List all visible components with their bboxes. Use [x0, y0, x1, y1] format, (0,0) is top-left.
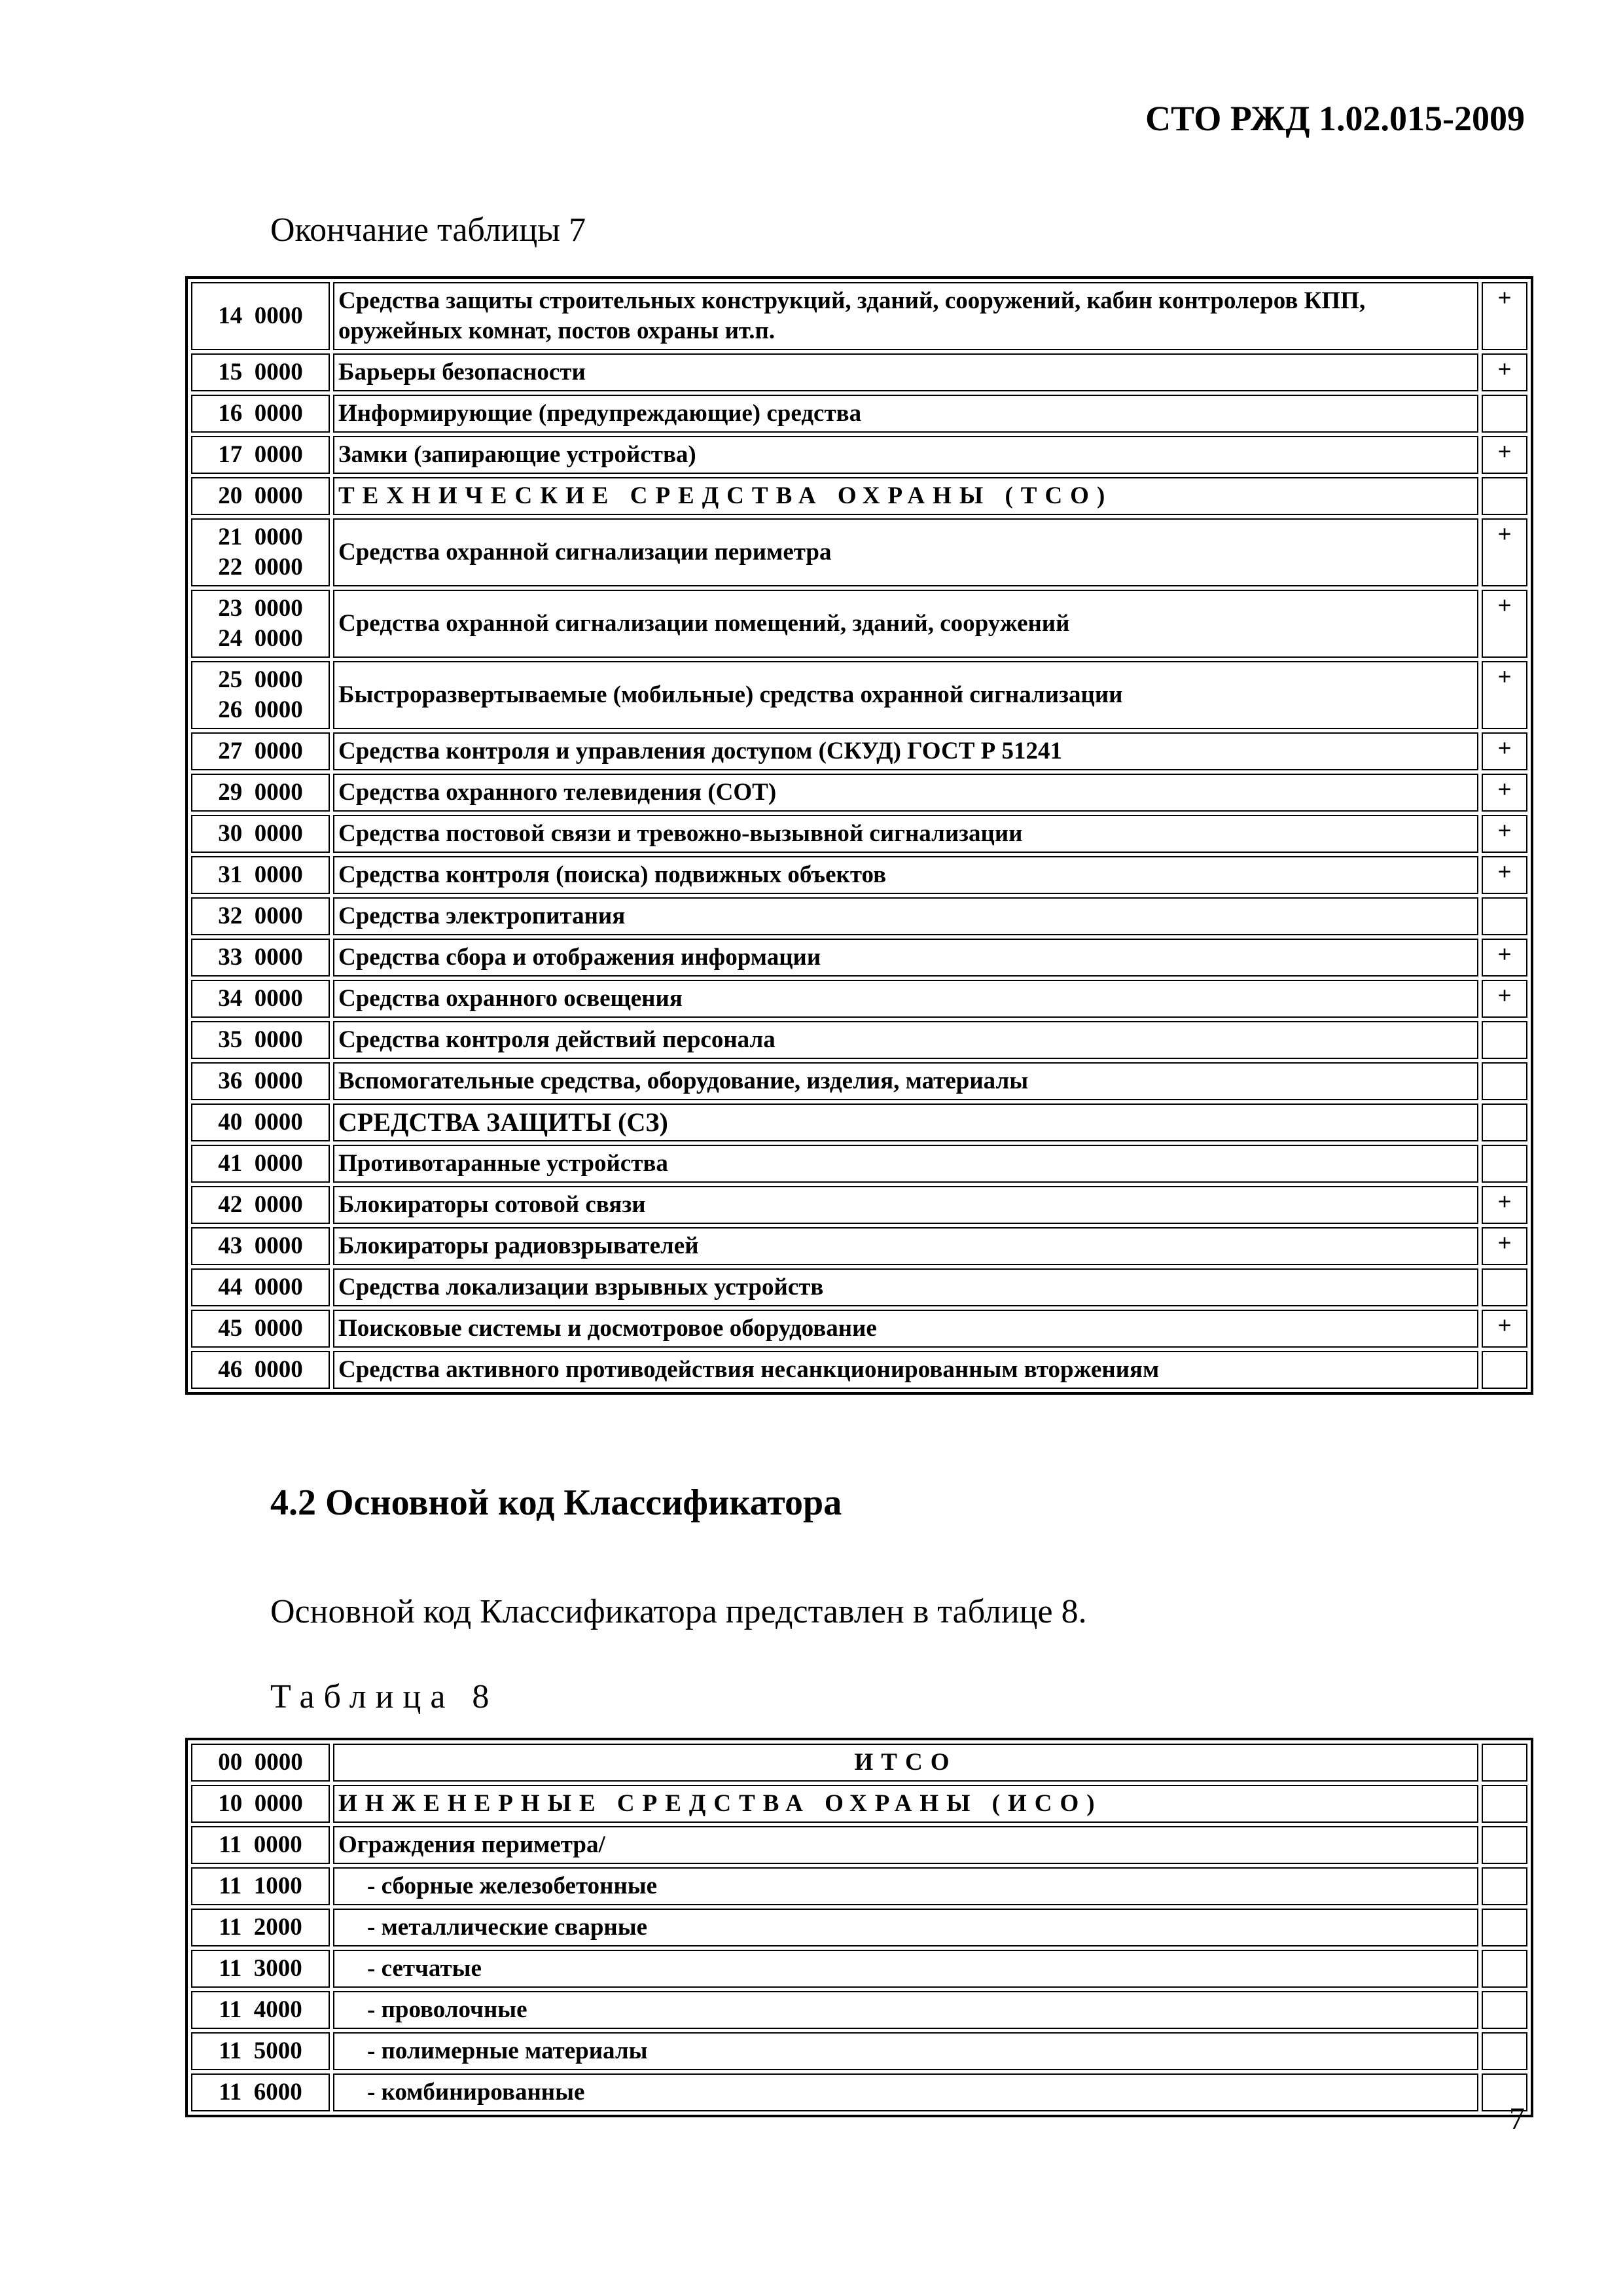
row-code: 11 5000 [191, 2032, 330, 2070]
table-row [191, 1186, 1527, 1224]
row-code: 29 0000 [191, 774, 330, 812]
row-name: - сетчатые [333, 1950, 1478, 1988]
row-mark [1482, 2032, 1527, 2070]
row-mark [1482, 1867, 1527, 1905]
row-mark: + [1482, 939, 1527, 977]
row-mark: + [1482, 1186, 1527, 1224]
table-row [191, 1062, 1527, 1100]
row-name: Барьеры безопасности [333, 353, 1478, 391]
row-name: Поисковые системы и досмотровое оборудование [333, 1310, 1478, 1348]
row-code: 17 0000 [191, 436, 330, 474]
row-mark [1482, 1785, 1527, 1823]
row-code: 34 0000 [191, 980, 330, 1018]
row-code: 14 0000 [191, 282, 330, 350]
row-code: 44 0000 [191, 1268, 330, 1306]
row-name: - проволочные [333, 1991, 1478, 2029]
document-code: СТО РЖД 1.02.015-2009 [1145, 99, 1525, 138]
table-row [191, 590, 1527, 658]
section-heading: 4.2 Основной код Классификатора [270, 1482, 842, 1523]
row-mark: + [1482, 732, 1527, 770]
row-code: 40 0000 [191, 1103, 330, 1141]
row-code: 42 0000 [191, 1186, 330, 1224]
row-mark [1482, 1062, 1527, 1100]
row-name: - комбинированные [333, 2073, 1478, 2111]
row-name: Средства локализации взрывных устройств [333, 1268, 1478, 1306]
row-name: Средства контроля и управления доступом (СКУД) ГОСТ Р 51241 [333, 732, 1478, 770]
row-code: 11 2000 [191, 1909, 330, 1946]
table-row [191, 774, 1527, 812]
row-mark: + [1482, 661, 1527, 729]
row-code: 16 0000 [191, 395, 330, 433]
row-code: 31 0000 [191, 856, 330, 894]
row-code: 27 0000 [191, 732, 330, 770]
table-row [191, 732, 1527, 770]
row-name: - полимерные материалы [333, 2032, 1478, 2070]
page-number: 7 [1509, 2102, 1525, 2136]
row-mark [1482, 1950, 1527, 1988]
row-code: 46 0000 [191, 1351, 330, 1389]
row-name: СРЕДСТВА ЗАЩИТЫ (СЗ) [333, 1103, 1478, 1141]
table-row [191, 1021, 1527, 1059]
row-mark [1482, 1145, 1527, 1183]
row-code: 21 0000 22 0000 [191, 518, 330, 586]
row-name: ТЕХНИЧЕСКИЕ СРЕДСТВА ОХРАНЫ (ТСО) [333, 477, 1478, 515]
row-code: 11 6000 [191, 2073, 330, 2111]
table-row [191, 518, 1527, 586]
row-name: Информирующие (предупреждающие) средства [333, 395, 1478, 433]
table-row [191, 1351, 1527, 1389]
row-name: Замки (запирающие устройства) [333, 436, 1478, 474]
row-name: Средства электропитания [333, 897, 1478, 935]
row-name: Вспомогательные средства, оборудование, изделия, материалы [333, 1062, 1478, 1100]
table-row [191, 1867, 1527, 1905]
row-mark [1482, 1744, 1527, 1782]
row-mark: + [1482, 774, 1527, 812]
row-name: Средства охранного телевидения (СОТ) [333, 774, 1478, 812]
table-row [191, 395, 1527, 433]
table-row [191, 1991, 1527, 2029]
row-name: Средства охранной сигнализации помещений, зданий, сооружений [333, 590, 1478, 658]
row-code: 15 0000 [191, 353, 330, 391]
row-name: Средства контроля действий персонала [333, 1021, 1478, 1059]
row-name: Блокираторы сотовой связи [333, 1186, 1478, 1224]
table-row [191, 2073, 1527, 2111]
row-mark: + [1482, 353, 1527, 391]
row-name: Ограждения периметра/ [333, 1826, 1478, 1864]
row-mark [1482, 897, 1527, 935]
row-mark: + [1482, 856, 1527, 894]
table-row [191, 353, 1527, 391]
row-mark [1482, 1103, 1527, 1141]
table-row [191, 282, 1527, 350]
row-code: 33 0000 [191, 939, 330, 977]
row-mark [1482, 1268, 1527, 1306]
row-mark: + [1482, 282, 1527, 350]
table-row [191, 436, 1527, 474]
row-name: Средства охранной сигнализации периметра [333, 518, 1478, 586]
row-mark [1482, 1991, 1527, 2029]
row-mark: + [1482, 518, 1527, 586]
row-mark [1482, 1021, 1527, 1059]
row-code: 41 0000 [191, 1145, 330, 1183]
row-code: 11 3000 [191, 1950, 330, 1988]
row-name: Средства контроля (поиска) подвижных объектов [333, 856, 1478, 894]
row-code: 25 0000 26 0000 [191, 661, 330, 729]
row-mark [1482, 477, 1527, 515]
row-code: 30 0000 [191, 815, 330, 853]
row-code: 00 0000 [191, 1744, 330, 1782]
table-row [191, 897, 1527, 935]
row-mark: + [1482, 815, 1527, 853]
row-code: 11 4000 [191, 1991, 330, 2029]
section-text: Основной код Классификатора представлен в таблице 8. [270, 1593, 1087, 1630]
table-row [191, 856, 1527, 894]
row-name: Средства защиты строительных конструкций, зданий, сооружений, кабин контролеров КПП, оружейных комнат, постов охраны ит.п. [333, 282, 1478, 350]
row-name: ИТСО [333, 1744, 1478, 1782]
row-name: Противотаранные устройства [333, 1145, 1478, 1183]
table-row [191, 1785, 1527, 1823]
row-code: 45 0000 [191, 1310, 330, 1348]
row-name: Средства постовой связи и тревожно-вызывной сигнализации [333, 815, 1478, 853]
row-mark: + [1482, 590, 1527, 658]
row-code: 36 0000 [191, 1062, 330, 1100]
table7 [185, 276, 1533, 1395]
row-mark [1482, 1351, 1527, 1389]
table-row [191, 1268, 1527, 1306]
row-mark: + [1482, 436, 1527, 474]
table-row [191, 661, 1527, 729]
row-mark: + [1482, 1227, 1527, 1265]
row-name: Быстроразвертываемые (мобильные) средства охранной сигнализации [333, 661, 1478, 729]
row-mark [1482, 395, 1527, 433]
row-code: 11 0000 [191, 1826, 330, 1864]
row-code: 43 0000 [191, 1227, 330, 1265]
row-code: 11 1000 [191, 1867, 330, 1905]
table-row [191, 1145, 1527, 1183]
row-name: Средства сбора и отображения информации [333, 939, 1478, 977]
table-row [191, 1227, 1527, 1265]
row-name: - металлические сварные [333, 1909, 1478, 1946]
row-mark [1482, 1909, 1527, 1946]
row-name: Блокираторы радиовзрывателей [333, 1227, 1478, 1265]
table-row [191, 1826, 1527, 1864]
table-row [191, 1909, 1527, 1946]
row-code: 23 0000 24 0000 [191, 590, 330, 658]
table-row [191, 1103, 1527, 1141]
row-mark: + [1482, 980, 1527, 1018]
row-code: 32 0000 [191, 897, 330, 935]
table-row [191, 1744, 1527, 1782]
table8 [185, 1738, 1533, 2117]
row-code: 35 0000 [191, 1021, 330, 1059]
row-name: ИНЖЕНЕРНЫЕ СРЕДСТВА ОХРАНЫ (ИСО) [333, 1785, 1478, 1823]
row-mark: + [1482, 1310, 1527, 1348]
table-row [191, 815, 1527, 853]
row-code: 20 0000 [191, 477, 330, 515]
table-row [191, 2032, 1527, 2070]
row-name: Средства охранного освещения [333, 980, 1478, 1018]
table-row [191, 477, 1527, 515]
row-mark [1482, 1826, 1527, 1864]
table-row [191, 980, 1527, 1018]
table8-caption: Таблица 8 [270, 1678, 499, 1715]
row-name: Средства активного противодействия несанкционированным вторжениям [333, 1351, 1478, 1389]
row-code: 10 0000 [191, 1785, 330, 1823]
table-row [191, 939, 1527, 977]
row-name: - сборные железобетонные [333, 1867, 1478, 1905]
table-row [191, 1310, 1527, 1348]
table7-caption: Окончание таблицы 7 [270, 211, 586, 249]
table-row [191, 1950, 1527, 1988]
